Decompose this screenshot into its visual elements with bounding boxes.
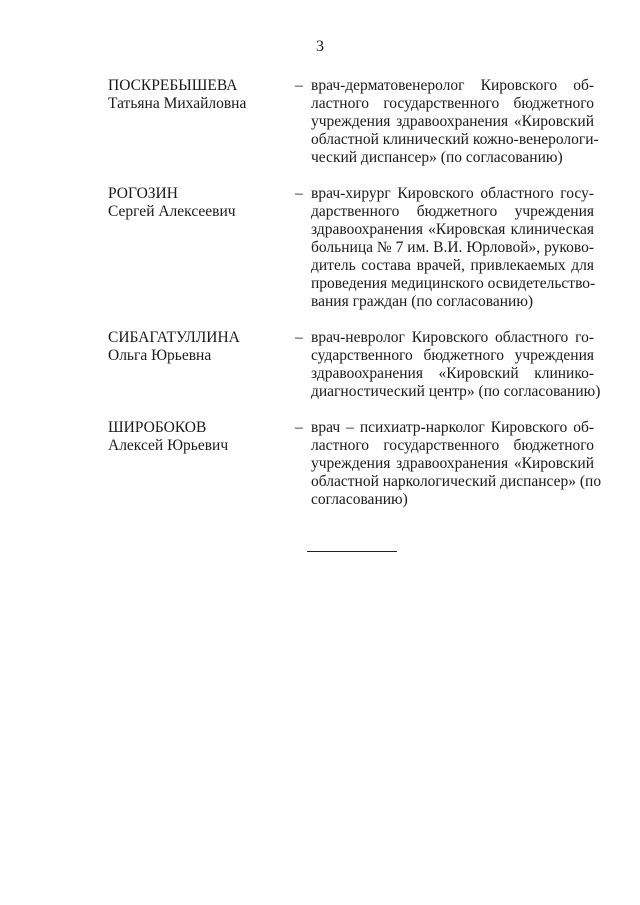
dash-separator: –: [295, 77, 303, 94]
page-number: 3: [316, 38, 324, 55]
position-description: [311, 329, 601, 401]
surname: СИБАГАТУЛЛИНА: [108, 329, 240, 346]
description-line: врач-невролог Кировского областного го-: [311, 329, 594, 346]
description-line: учреждения здравоохранения «Кировский: [311, 113, 594, 130]
description-line: дарственного бюджетного учреждения: [311, 203, 594, 220]
given-names: Ольга Юрьевна: [108, 347, 212, 364]
dash-separator: –: [295, 419, 303, 436]
given-names: Татьяна Михайловна: [108, 95, 247, 112]
description-line: вания граждан (по согласованию): [311, 293, 534, 310]
description-line: диагностический центр» (по согласованию): [311, 383, 601, 400]
description-line: ластного государственного бюджетного: [311, 95, 594, 112]
person-name: [108, 329, 288, 365]
surname: РОГОЗИН: [108, 185, 178, 202]
dash-separator: –: [295, 185, 303, 202]
person-name: [108, 419, 288, 455]
description-line: областной наркологический диспансер» (по: [311, 473, 602, 490]
position-description: [311, 419, 602, 509]
description-line: здравоохранения «Кировская клиническая: [311, 221, 594, 238]
description-line: проведения медицинского освидетельство-: [311, 275, 596, 292]
description-line: врач – психиатр-нарколог Кировского об-: [311, 419, 594, 436]
description-line: ческий диспансер» (по согласованию): [311, 149, 563, 166]
surname: ПОСКРЕБЫШЕВА: [108, 77, 238, 94]
given-names: Алексей Юрьевич: [108, 437, 229, 454]
description-line: больница № 7 им. В.И. Юрловой», руково-: [311, 239, 594, 256]
description-line: согласованию): [311, 491, 408, 508]
given-names: Сергей Алексеевич: [108, 203, 236, 220]
closing-rule: [307, 551, 397, 552]
person-name: [108, 185, 288, 221]
description-line: здравоохранения «Кировский клинико-: [311, 365, 594, 382]
position-description: [311, 185, 594, 311]
person-name: [108, 77, 288, 113]
description-line: врач-дерматовенеролог Кировского об-: [311, 77, 594, 94]
description-line: областной клинический кожно-венерологи-: [311, 131, 599, 148]
description-line: сударственного бюджетного учреждения: [311, 347, 594, 364]
description-line: дитель состава врачей, привлекаемых для: [311, 257, 594, 274]
description-line: ластного государственного бюджетного: [311, 437, 594, 454]
surname: ШИРОБОКОВ: [108, 419, 207, 436]
description-line: врач-хирург Кировского областного госу-: [311, 185, 594, 202]
description-line: учреждения здравоохранения «Кировский: [311, 455, 594, 472]
position-description: [311, 77, 599, 167]
dash-separator: –: [295, 329, 303, 346]
